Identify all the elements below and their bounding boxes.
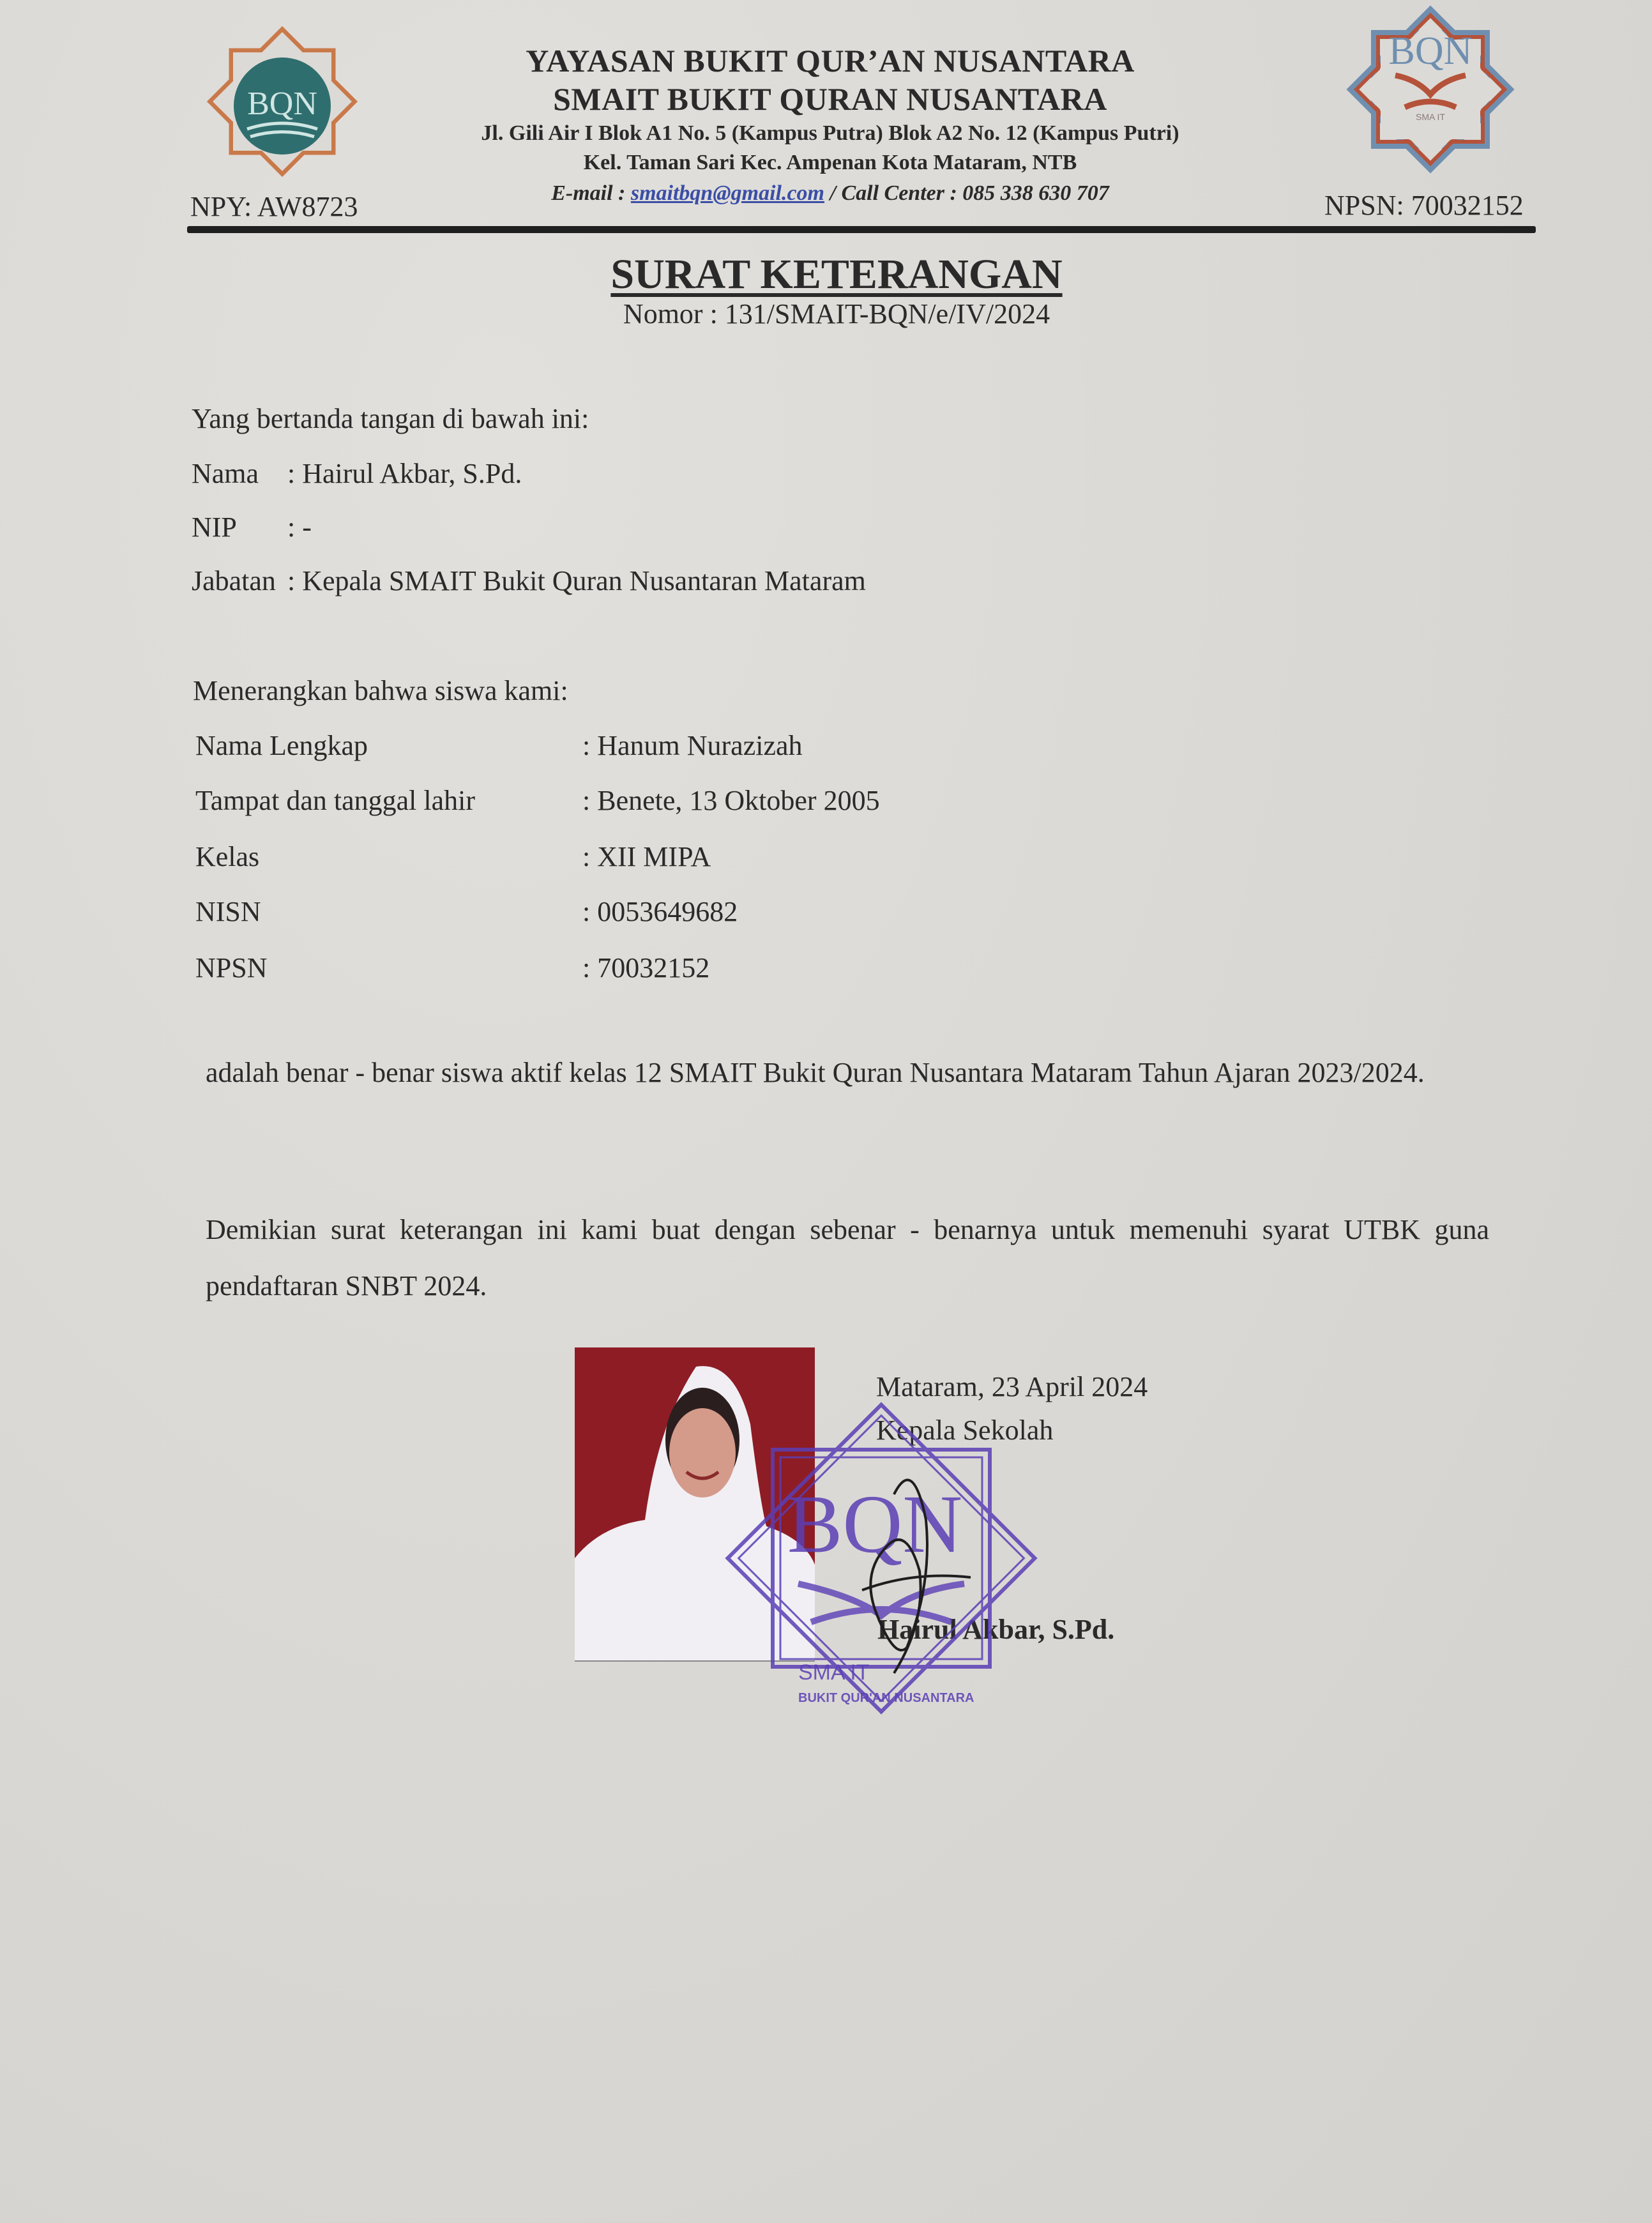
signer-position-value: : Kepala SMAIT Bukit Quran Nusantaran Mataram — [287, 565, 866, 596]
contact-line — [383, 181, 1277, 206]
signer-name-label: Nama — [192, 458, 259, 489]
address-line-1: Jl. Gili Air I Blok A1 No. 5 (Kampus Putra) Blok A2 No. 12 (Kampus Putri) — [481, 121, 1179, 145]
student-nisn-label: NISN — [195, 896, 261, 927]
npsn-number: NPSN: 70032152 — [1324, 190, 1524, 221]
student-name-label: Nama Lengkap — [195, 730, 368, 761]
student-birth-value: : Benete, 13 Oktober 2005 — [582, 785, 880, 816]
signer-position-label: Jabatan — [192, 565, 276, 596]
email-label: E-mail : — [551, 181, 631, 205]
body-paragraph-1: adalah benar - benar siswa aktif kelas 12 SMAIT Bukit Quran Nusantara Mataram Tahun Ajaran 2023/2024. — [206, 1057, 1425, 1088]
signer-name-value: : Hairul Akbar, S.Pd. — [287, 458, 522, 489]
student-name-value: : Hanum Nurazizah — [582, 730, 803, 761]
logo-right-text: BQN — [1388, 29, 1473, 73]
logo-left-text: BQN — [247, 86, 317, 122]
document-number: Nomor : 131/SMAIT-BQN/e/IV/2024 — [623, 298, 1050, 330]
school-name: SMAIT BUKIT QURAN NUSANTARA — [553, 81, 1107, 117]
address-line-2: Kel. Taman Sari Kec. Ampenan Kota Mataram, NTB — [583, 151, 1077, 174]
stamp-text: BQN — [787, 1478, 963, 1570]
student-npsn-value: : 70032152 — [582, 952, 710, 983]
logo-right-subtext: SMA IT — [1416, 112, 1445, 122]
foundation-name: YAYASAN BUKIT QUR’AN NUSANTARA — [526, 43, 1135, 79]
stamp-subtext: SMA IT — [798, 1660, 870, 1685]
photo-frame — [575, 1347, 815, 1662]
signer-role: Kepala Sekolah — [876, 1415, 1054, 1446]
stamp-subtext-2: BUKIT QUR'AN NUSANTARA — [798, 1691, 974, 1705]
student-class-label: Kelas — [195, 841, 260, 872]
student-birth-label: Tampat dan tanggal lahir — [195, 785, 475, 816]
document-title: SURAT KETERANGAN — [610, 251, 1063, 298]
student-class-value: : XII MIPA — [582, 841, 711, 872]
npy-number: NPY: AW8723 — [190, 191, 358, 222]
signer-intro: Yang bertanda tangan di bawah ini: — [192, 403, 589, 434]
school-logo — [1335, 0, 1526, 179]
call-center: / Call Center : 085 338 630 707 — [824, 181, 1109, 205]
foundation-logo — [186, 9, 378, 194]
signer-name: Hairul Akbar, S.Pd. — [877, 1614, 1115, 1645]
body-paragraph-2: Demikian surat keterangan ini kami buat dengan sebenar - benarnya untuk memenuhi syarat UTBK guna pendaftaran SNBT 2024. — [206, 1214, 1489, 1301]
student-nisn-value: : 0053649682 — [582, 896, 738, 927]
student-npsn-label: NPSN — [195, 952, 268, 983]
letterhead-divider — [187, 226, 1536, 233]
place-and-date: Mataram, 23 April 2024 — [876, 1371, 1148, 1402]
signer-nip-value: : - — [287, 512, 312, 543]
student-intro: Menerangkan bahwa siswa kami: — [193, 675, 568, 706]
signer-nip-label: NIP — [192, 512, 237, 543]
email-link[interactable]: smaitbqn@gmail.com — [630, 181, 825, 205]
